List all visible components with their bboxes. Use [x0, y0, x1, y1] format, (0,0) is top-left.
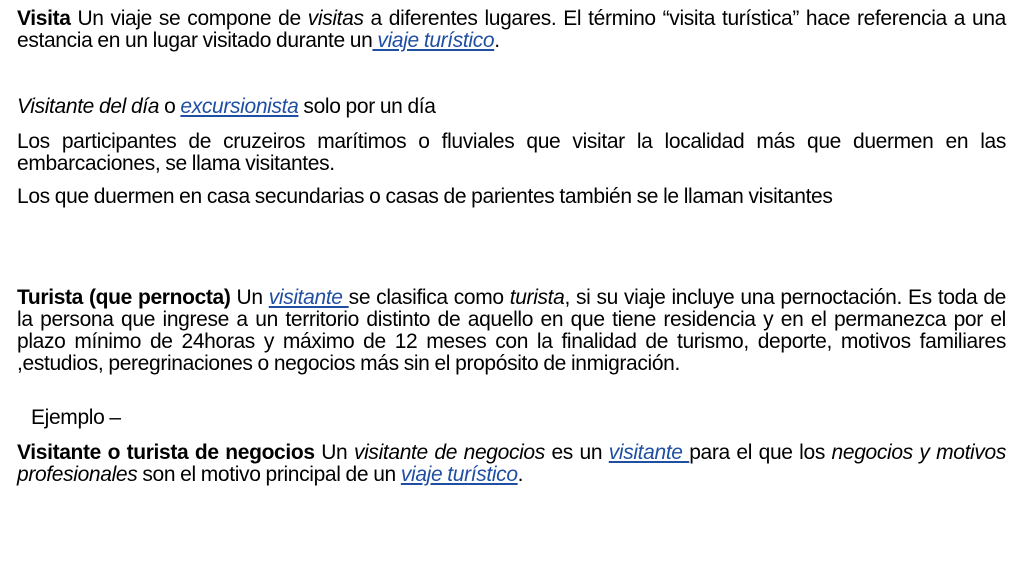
turista-paragraph	[17, 287, 1006, 375]
negocios-text-3: para el que los	[689, 441, 832, 464]
negocios-text-4: son el motivo principal de un	[137, 463, 401, 486]
turista-text-3: , si su viaje incluye una pernoctación. Es toda de la persona que ingrese a un territorio distinto de aquello en que tiene residencia y en el permanezca por el plazo mínimo de 24horas y máximo de 12 meses con la finalidad de turismo, deporte, motivos familiares ,estudios, peregrinaciones o negocios más sin el propósito de inmigración.	[17, 286, 1006, 375]
visita-text-2: a diferentes lugares. El término “visita turística” hace referencia a una estancia en un lugar visitado durante un	[17, 7, 1006, 52]
viaje-turistico-link[interactable]: viaje turístico	[372, 29, 495, 52]
negocios-text-1: Un	[314, 441, 354, 464]
visitante-de-negocios-italic: visitante de negocios	[353, 441, 545, 464]
visitante-link[interactable]: visitante	[268, 286, 349, 309]
negocios-text-end: .	[517, 463, 524, 486]
visita-text-1: Un viaje se compone de	[70, 7, 308, 30]
visitante-del-dia-text-1: o	[159, 95, 181, 118]
visitante-link-2[interactable]: visitante	[608, 441, 690, 464]
visita-text-end: .	[494, 29, 500, 52]
turista-text-1: Un	[230, 286, 269, 309]
visitante-del-dia-paragraph	[17, 96, 1006, 118]
negocios-term: Visitante o turista de negocios	[17, 441, 315, 464]
negocios-paragraph	[17, 442, 1006, 486]
turista-italic: turista	[509, 286, 565, 309]
visitas-italic: visitas	[307, 7, 364, 30]
visita-term: Visita	[17, 7, 71, 30]
visitante-del-dia-text-2: solo por un día	[298, 95, 436, 118]
viaje-turistico-link-2[interactable]: viaje turístico	[400, 463, 518, 486]
ejemplo-label: Ejemplo –	[31, 406, 121, 429]
cruzeiros-paragraph: Los participantes de cruzeiros marítimos o fluviales que visitar la localidad más que duermen en las embarcaciones, se llama visitantes.	[17, 130, 1006, 175]
turista-text-2: se clasifica como	[348, 286, 510, 309]
casas-paragraph: Los que duermen en casa secundarias o casas de parientes también se le llaman visitantes	[17, 185, 833, 208]
excursionista-link[interactable]: excursionista	[180, 95, 299, 118]
visitante-del-dia-term: Visitante del día	[17, 95, 160, 118]
turista-term: Turista (que pernocta)	[17, 286, 231, 309]
negocios-text-2: es un	[544, 441, 609, 464]
visita-paragraph	[17, 8, 1006, 52]
motivos-profesionales-italic: negocios y motivos profesionales	[17, 441, 1006, 486]
